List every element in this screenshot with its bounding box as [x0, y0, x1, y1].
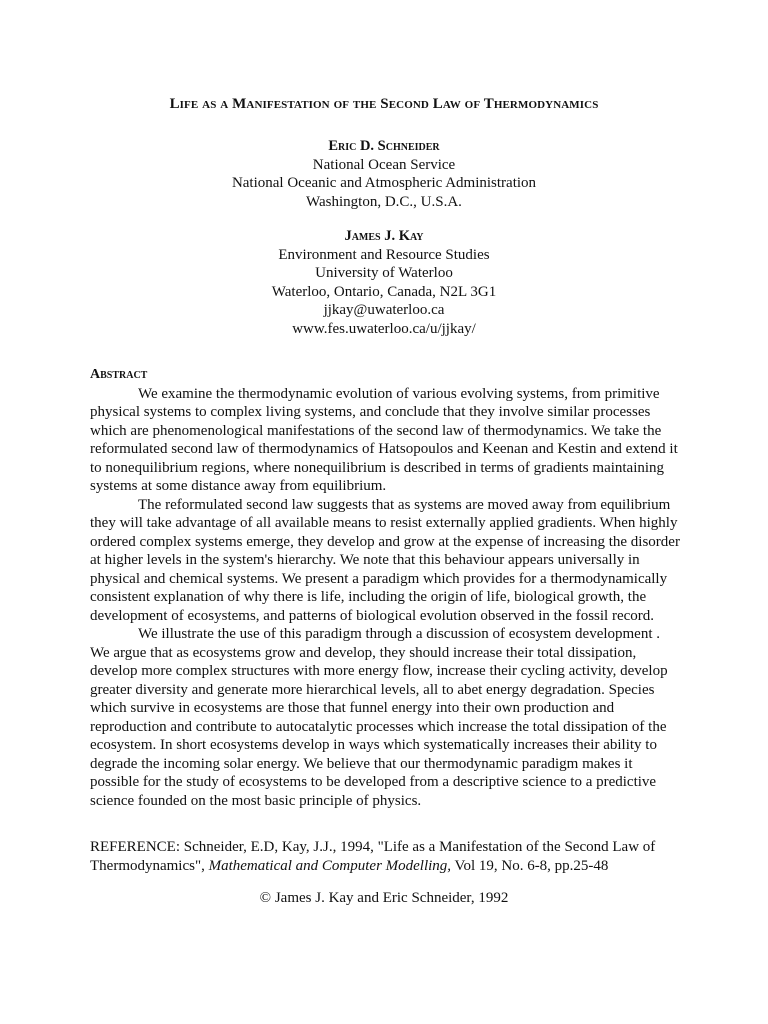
author-affiliation-line: Washington, D.C., U.S.A. [306, 193, 462, 210]
author-name: Eric D. Schneider [328, 138, 440, 154]
paper-title: Life as a Manifestation of the Second Law of Thermodynamics [169, 96, 599, 112]
author-name: James J. Kay [344, 228, 424, 244]
author-affiliation-line: Waterloo, Ontario, Canada, N2L 3G1 [271, 283, 497, 300]
author-affiliation-line: Environment and Resource Studies [278, 246, 490, 263]
author-email: jjkay@uwaterloo.ca [323, 302, 445, 318]
copyright-notice: © James J. Kay and Eric Schneider, 1992 [259, 890, 509, 906]
reference-details: Vol 19, No. 6-8, pp.25-48 [451, 857, 609, 874]
abstract-paragraph: We examine the thermodynamic evolution of various evolving systems, from primitive physical systems to complex living systems, and conclude that they involve similar processes which are phenomenological manifestations of the second law of thermodynamics. We take the reformulated second law of thermodynamics of Hatsopoulos and Keenan and Kestin and extend it to nonequilibrium regions, where nonequilibrium is described in terms of gradients maintaining systems at some distance away from equilibrium. [90, 385, 678, 494]
author-affiliation-line: University of Waterloo [315, 265, 453, 281]
reference-text: REFERENCE: Schneider, E.D, Kay, J.J., 1994, "Life as a Manifestation of the Second Law of Thermodynamics", [90, 839, 656, 874]
reference-journal: Mathematical and Computer Modelling, [208, 857, 452, 874]
author-website: www.fes.uwaterloo.ca/u/jjkay/ [292, 320, 476, 337]
abstract-paragraph: We illustrate the use of this paradigm through a discussion of ecosystem development . We argue that as ecosystems grow and develop, they should increase their total dissipation, develop more complex structures with more energy flow, increase their cycling activity, develop greater diversity and generate more hierarchical levels, all to abet energy degradation. Species which survive in ecosystems are those that funnel energy into their own production and reproduction and contribute to autocatalytic processes which increase the total dissipation of the ecosystem. In short ecosystems develop in ways which systematically increases their ability to degrade the incoming solar energy. We believe that our thermodynamic paradigm makes it possible for the study of ecosystems to be developed from a descriptive science to a predictive science founded on the most basic principle of physics. [90, 626, 668, 809]
author-block-kay [0, 227, 768, 338]
abstract-paragraph: The reformulated second law suggests that as systems are moved away from equilibrium they will take advantage of all available means to resist externally applied gradients. When highly ordered complex systems emerge, they develop and grow at the expense of increasing the disorder at higher levels in the system's hierarchy. We note that this behaviour appears universally in physical and chemical systems. We present a paradigm which provides for a thermodynamically consistent explanation of why there is life, including the origin of life, biological growth, the development of ecosystems, and patterns of biological evolution observed in the fossil record. [90, 496, 680, 624]
author-affiliation-line: National Oceanic and Atmospheric Administration [231, 175, 537, 191]
abstract-section [90, 366, 680, 810]
reference-citation [90, 838, 680, 875]
author-affiliation-line: National Ocean Service [312, 156, 456, 173]
abstract-heading: Abstract [90, 367, 148, 382]
author-block-schneider [0, 137, 768, 211]
